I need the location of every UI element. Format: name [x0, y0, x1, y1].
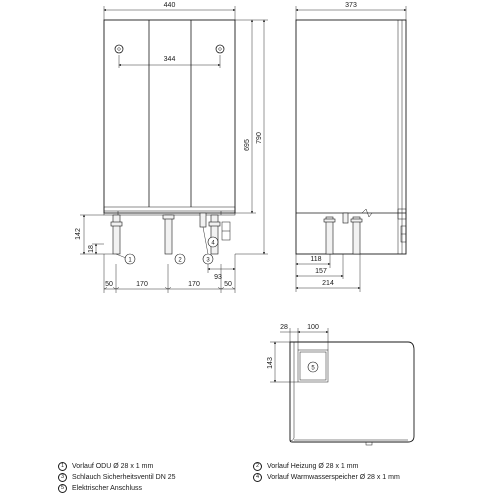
- dim-label-100: 100: [307, 324, 319, 331]
- legend-item-2: [253, 462, 358, 471]
- legend-marker-4: 4: [253, 473, 262, 482]
- pipe-3: [200, 213, 206, 227]
- legend-item-3: [58, 473, 176, 482]
- legend-text-3: Schlauch Sicherheitsventil DN 25: [72, 474, 176, 481]
- legend-marker-2: 2: [253, 462, 262, 471]
- legend-text-4: Vorlauf Warmwasserspeicher Ø 28 x 1 mm: [267, 474, 400, 481]
- marker-4-label: 4: [211, 240, 215, 247]
- dim-label-143: 143: [267, 357, 274, 369]
- dim-label-18: 18: [88, 245, 95, 253]
- marker-5-label: 5: [311, 365, 315, 372]
- dim-label-bottom-3: 170: [188, 281, 200, 288]
- dim-label-bottom-4: 50: [224, 281, 232, 288]
- top-cabinet-outline: [290, 342, 414, 442]
- legend-text-1: Vorlauf ODU Ø 28 x 1 mm: [72, 463, 154, 470]
- pipe-4: [211, 215, 218, 254]
- legend-item-1: [58, 462, 153, 471]
- dim-label-bottom-1: 50: [105, 281, 113, 288]
- legend-marker-3: 3: [58, 473, 67, 482]
- dim-label-93: 93: [214, 274, 222, 281]
- marker-3-label: 3: [206, 257, 210, 264]
- legend-marker-1: 1: [58, 462, 67, 471]
- front-cabinet-body: [104, 20, 235, 213]
- legend-text-5: Elektrischer Anschluss: [72, 485, 143, 492]
- pipe-2: [165, 215, 172, 254]
- front-view: [75, 2, 268, 293]
- top-view: [267, 324, 414, 445]
- dim-label-344: 344: [163, 56, 176, 63]
- dim-label-28: 28: [280, 324, 288, 331]
- side-pipe-2: [353, 217, 360, 254]
- side-pipe-1: [326, 217, 333, 254]
- dim-label-118: 118: [310, 256, 322, 263]
- legend-marker-5: 5: [58, 484, 67, 493]
- legend-item-4: [253, 473, 400, 482]
- marker-2-label: 2: [178, 257, 182, 264]
- dim-label-373: 373: [345, 2, 357, 9]
- dim-label-695: 695: [244, 139, 251, 151]
- side-view: [296, 2, 406, 292]
- dim-label-440: 440: [163, 2, 176, 9]
- marker-1-label: 1: [128, 257, 132, 264]
- dim-label-790: 790: [256, 132, 263, 144]
- pipe-1: [113, 215, 120, 254]
- dim-label-142: 142: [75, 228, 82, 240]
- legend-item-5: [58, 484, 142, 493]
- legend-text-2: Vorlauf Heizung Ø 28 x 1 mm: [267, 463, 359, 470]
- dim-label-157: 157: [315, 268, 327, 275]
- dim-label-bottom-2: 170: [136, 281, 148, 288]
- dim-label-214: 214: [322, 280, 334, 287]
